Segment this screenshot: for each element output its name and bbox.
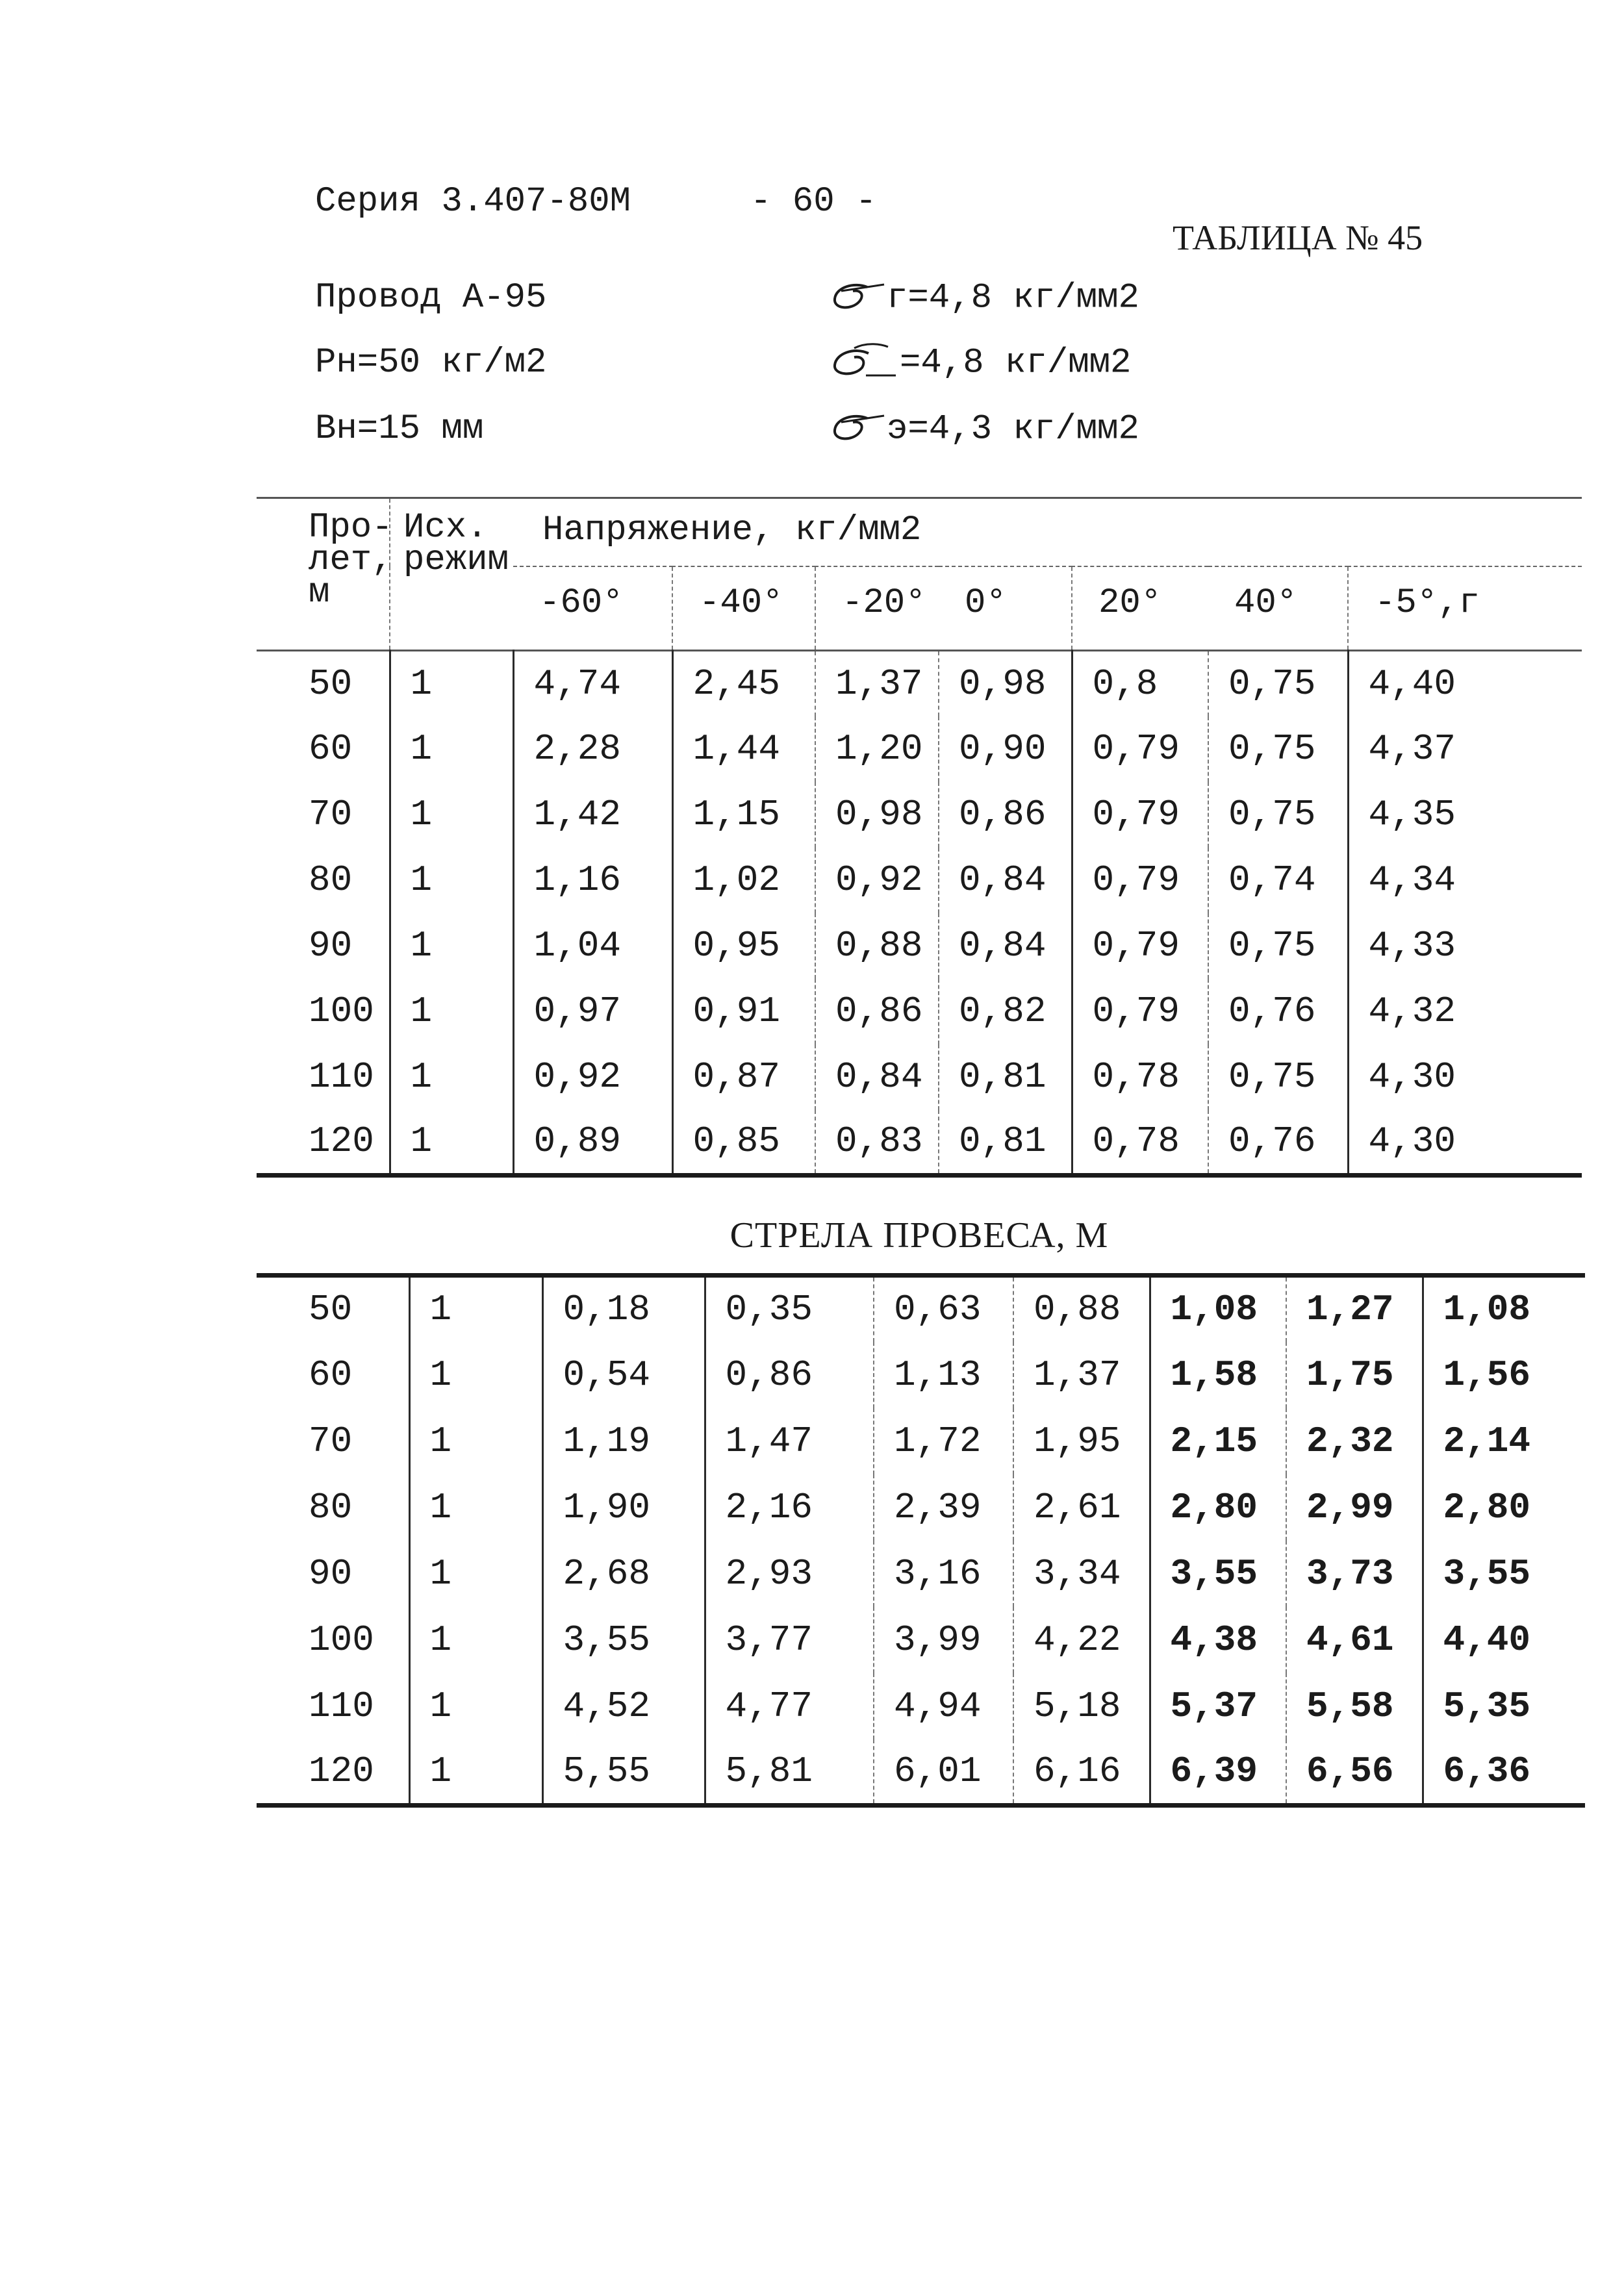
sag-cell-span: 80 [309, 1486, 353, 1528]
sag-cell-v1: 5,81 [705, 1739, 874, 1806]
col-group-header: Напряжение, кг/мм2 [513, 498, 1582, 566]
sag-cell-v3: 0,88 [1013, 1276, 1150, 1342]
stress-cell-v3: 0,98 [939, 651, 1072, 716]
series-label: Серия 3.407-80М [315, 182, 631, 221]
stress-cell-mode: 1 [390, 1044, 513, 1110]
stress-row [257, 913, 1582, 979]
temp-header-1: -40° [672, 566, 815, 651]
stress-cell-v1: 0,87 [672, 1044, 815, 1110]
stress-cell-v1: 2,45 [672, 651, 815, 716]
col-span-header: Про- лет, м [309, 508, 393, 613]
stress-cell-v1: 0,85 [672, 1110, 815, 1176]
sag-cell-mode: 1 [409, 1607, 542, 1673]
stress-cell-v2: 0,83 [815, 1110, 939, 1176]
stress-cell-v1: 1,02 [672, 848, 815, 913]
stress-cell-v0: 1,04 [513, 913, 672, 979]
wire-type: Провод А-95 [315, 278, 547, 318]
stress-cell-v4: 0,78 [1072, 1044, 1208, 1110]
sag-cell-v4: 2,15 [1150, 1408, 1286, 1474]
stress-cell-span: 120 [309, 1120, 374, 1163]
sag-cell-v1: 4,77 [705, 1673, 874, 1739]
sag-cell-v5: 2,99 [1286, 1474, 1423, 1541]
stress-cell-v0: 0,92 [513, 1044, 672, 1110]
stress-cell-v1: 1,15 [672, 782, 815, 848]
stress-cell-v6: 4,30 [1348, 1044, 1582, 1110]
sag-cell-v5: 5,58 [1286, 1673, 1423, 1739]
sag-cell-span: 60 [309, 1354, 353, 1396]
sag-cell-mode: 1 [409, 1342, 542, 1408]
temp-header-4: 20° [1072, 566, 1208, 651]
sag-cell-v5: 1,27 [1286, 1276, 1423, 1342]
ice-thickness: Вн=15 мм [315, 409, 484, 449]
stress-cell-v5: 0,76 [1208, 1110, 1348, 1176]
stress-cell-v5: 0,75 [1208, 913, 1348, 979]
sag-row [257, 1739, 1585, 1806]
sag-cell-v6: 5,35 [1423, 1673, 1585, 1739]
sag-body [257, 1276, 1585, 1806]
stress-row [257, 979, 1582, 1044]
stress-row [257, 1044, 1582, 1110]
stress-row [257, 651, 1582, 716]
stress-cell-v5: 0,75 [1208, 651, 1348, 716]
sag-cell-v1: 2,93 [705, 1541, 874, 1607]
stress-cell-mode: 1 [390, 848, 513, 913]
sag-cell-v2: 4,94 [874, 1673, 1013, 1739]
sag-row [257, 1474, 1585, 1541]
stress-row [257, 1110, 1582, 1176]
sag-cell-span: 70 [309, 1420, 353, 1462]
sag-cell-v0: 4,52 [542, 1673, 705, 1739]
sag-cell-v6: 1,56 [1423, 1342, 1585, 1408]
temp-header-6: -5°,г [1348, 566, 1582, 651]
sag-cell-v2: 2,39 [874, 1474, 1013, 1541]
temp-header-5: 40° [1234, 583, 1298, 623]
sag-cell-mode: 1 [409, 1673, 542, 1739]
sag-cell-v0: 5,55 [542, 1739, 705, 1806]
stress-cell-v6: 4,33 [1348, 913, 1582, 979]
stress-cell-v2: 0,92 [815, 848, 939, 913]
temp-header-0: -60° [539, 583, 624, 623]
sag-row [257, 1342, 1585, 1408]
stress-row [257, 782, 1582, 848]
sag-cell-v5: 6,56 [1286, 1739, 1423, 1806]
sag-cell-mode: 1 [409, 1541, 542, 1607]
sag-cell-v1: 2,16 [705, 1474, 874, 1541]
sag-cell-v2: 0,63 [874, 1276, 1013, 1342]
stress-cell-mode: 1 [390, 716, 513, 782]
stress-cell-span: 60 [309, 728, 353, 770]
stress-cell-v1: 0,95 [672, 913, 815, 979]
sag-row [257, 1276, 1585, 1342]
sag-row [257, 1408, 1585, 1474]
sag-row [257, 1607, 1585, 1673]
sag-cell-v1: 0,35 [705, 1276, 874, 1342]
stress-cell-v2: 0,88 [815, 913, 939, 979]
page-number: - 60 - [750, 182, 877, 221]
stress-cell-v1: 0,91 [672, 979, 815, 1044]
sag-cell-v1: 0,86 [705, 1342, 874, 1408]
sag-cell-v4: 2,80 [1150, 1474, 1286, 1541]
stress-cell-v4: 0,79 [1072, 716, 1208, 782]
sag-cell-v4: 4,38 [1150, 1607, 1286, 1673]
sag-cell-v2: 6,01 [874, 1739, 1013, 1806]
stress-cell-v0: 0,89 [513, 1110, 672, 1176]
stress-cell-v4: 0,8 [1072, 651, 1208, 716]
stress-cell-v6: 4,37 [1348, 716, 1582, 782]
stress-cell-mode: 1 [390, 1110, 513, 1176]
table-number: ТАБЛИЦА № 45 [1173, 218, 1423, 257]
sag-cell-v0: 0,18 [542, 1276, 705, 1342]
stress-cell-v0: 0,97 [513, 979, 672, 1044]
stress-body [257, 651, 1582, 1176]
sag-cell-v0: 1,19 [542, 1408, 705, 1474]
sag-cell-v6: 6,36 [1423, 1739, 1585, 1806]
stress-cell-v3: 0,81 [939, 1110, 1072, 1176]
sag-cell-v5: 2,32 [1286, 1408, 1423, 1474]
stress-cell-v0: 2,28 [513, 716, 672, 782]
sag-cell-v0: 0,54 [542, 1342, 705, 1408]
sag-cell-v6: 2,14 [1423, 1408, 1585, 1474]
stress-cell-v6: 4,34 [1348, 848, 1582, 913]
stress-cell-v1: 1,44 [672, 716, 815, 782]
stress-cell-span: 110 [309, 1056, 374, 1098]
sag-cell-v5: 3,73 [1286, 1541, 1423, 1607]
sag-cell-v3: 1,37 [1013, 1342, 1150, 1408]
sag-title: СТРЕЛА ПРОВЕСА, М [730, 1215, 1109, 1256]
temp-header-3: 0° [965, 583, 1007, 623]
sigma-g-icon [828, 278, 887, 317]
stress-table [257, 497, 1582, 1178]
sag-cell-v6: 3,55 [1423, 1541, 1585, 1607]
sag-cell-span: 120 [309, 1750, 374, 1792]
sag-cell-v0: 3,55 [542, 1607, 705, 1673]
stress-cell-span: 70 [309, 794, 353, 835]
sag-cell-v2: 3,99 [874, 1607, 1013, 1673]
sigma-e-icon [828, 409, 887, 448]
sag-cell-span: 110 [309, 1685, 374, 1727]
stress-cell-mode: 1 [390, 651, 513, 716]
stress-cell-v5: 0,75 [1208, 1044, 1348, 1110]
sag-cell-v4: 5,37 [1150, 1673, 1286, 1739]
sag-cell-v3: 4,22 [1013, 1607, 1150, 1673]
sag-cell-v6: 2,80 [1423, 1474, 1585, 1541]
sag-cell-v1: 1,47 [705, 1408, 874, 1474]
stress-cell-v4: 0,79 [1072, 913, 1208, 979]
sag-cell-mode: 1 [409, 1474, 542, 1541]
sag-cell-span: 50 [309, 1289, 353, 1331]
stress-cell-span: 100 [309, 991, 374, 1032]
sag-cell-v6: 1,08 [1423, 1276, 1585, 1342]
stress-cell-v3: 0,81 [939, 1044, 1072, 1110]
stress-cell-v0: 1,16 [513, 848, 672, 913]
wind-pressure: Рн=50 кг/м2 [315, 343, 547, 383]
stress-cell-v4: 0,78 [1072, 1110, 1208, 1176]
stress-cell-span: 80 [309, 859, 353, 901]
sag-cell-v4: 3,55 [1150, 1541, 1286, 1607]
sag-cell-v4: 1,08 [1150, 1276, 1286, 1342]
stress-cell-v3: 0,90 [939, 716, 1072, 782]
stress-cell-v3: 0,82 [939, 979, 1072, 1044]
sag-cell-v0: 1,90 [542, 1474, 705, 1541]
sigma-g-value: =4,8 кг/мм2 [907, 278, 1139, 318]
stress-cell-v2: 0,98 [815, 782, 939, 848]
sigma-e-value: =4,3 кг/мм2 [907, 409, 1139, 449]
sag-cell-span: 90 [309, 1552, 353, 1595]
sag-cell-span: 100 [309, 1619, 374, 1661]
stress-cell-mode: 1 [390, 913, 513, 979]
stress-cell-v6: 4,32 [1348, 979, 1582, 1044]
sigma-min-param [828, 343, 1131, 383]
sigma-e-param: э=4,3 кг/мм2 [828, 409, 1139, 449]
stress-cell-v4: 0,79 [1072, 848, 1208, 913]
stress-cell-span: 50 [309, 663, 353, 705]
sag-cell-mode: 1 [409, 1276, 542, 1342]
stress-cell-v6: 4,30 [1348, 1110, 1582, 1176]
sag-cell-v0: 2,68 [542, 1541, 705, 1607]
stress-cell-mode: 1 [390, 782, 513, 848]
stress-cell-v6: 4,35 [1348, 782, 1582, 848]
sag-cell-v5: 4,61 [1286, 1607, 1423, 1673]
sag-cell-v2: 3,16 [874, 1541, 1013, 1607]
stress-cell-v3: 0,84 [939, 848, 1072, 913]
sag-cell-v6: 4,40 [1423, 1607, 1585, 1673]
stress-cell-v2: 1,37 [815, 651, 939, 716]
stress-row [257, 848, 1582, 913]
sag-cell-v1: 3,77 [705, 1607, 874, 1673]
sag-cell-v3: 1,95 [1013, 1408, 1150, 1474]
stress-cell-v5: 0,76 [1208, 979, 1348, 1044]
stress-cell-v5: 0,75 [1208, 716, 1348, 782]
stress-cell-v2: 0,86 [815, 979, 939, 1044]
sag-cell-v4: 6,39 [1150, 1739, 1286, 1806]
temp-header-2: -20° [815, 566, 939, 651]
sag-row [257, 1541, 1585, 1607]
stress-cell-v0: 4,74 [513, 651, 672, 716]
sag-cell-v4: 1,58 [1150, 1342, 1286, 1408]
sag-cell-mode: 1 [409, 1408, 542, 1474]
stress-cell-v4: 0,79 [1072, 782, 1208, 848]
col-mode-header: Исх. режим [390, 498, 513, 651]
sag-cell-v3: 2,61 [1013, 1474, 1150, 1541]
sigma-min-value: =4,8 кг/мм2 [900, 343, 1132, 383]
stress-cell-span: 90 [309, 925, 353, 966]
stress-cell-v5: 0,75 [1208, 782, 1348, 848]
stress-cell-v3: 0,84 [939, 913, 1072, 979]
sigma-g-param: г=4,8 кг/мм2 [828, 278, 1139, 318]
stress-cell-mode: 1 [390, 979, 513, 1044]
stress-cell-v5: 0,74 [1208, 848, 1348, 913]
sag-cell-v5: 1,75 [1286, 1342, 1423, 1408]
stress-cell-v2: 0,84 [815, 1044, 939, 1110]
sag-cell-mode: 1 [409, 1739, 542, 1806]
stress-cell-v2: 1,20 [815, 716, 939, 782]
sag-cell-v2: 1,72 [874, 1408, 1013, 1474]
stress-row [257, 716, 1582, 782]
stress-cell-v3: 0,86 [939, 782, 1072, 848]
stress-cell-v6: 4,40 [1348, 651, 1582, 716]
stress-cell-v0: 1,42 [513, 782, 672, 848]
sigma-min-icon [828, 343, 900, 382]
stress-cell-v4: 0,79 [1072, 979, 1208, 1044]
sag-row [257, 1673, 1585, 1739]
sag-cell-v3: 6,16 [1013, 1739, 1150, 1806]
sag-cell-v3: 3,34 [1013, 1541, 1150, 1607]
sag-table [257, 1273, 1585, 1808]
sag-cell-v2: 1,13 [874, 1342, 1013, 1408]
sag-cell-v3: 5,18 [1013, 1673, 1150, 1739]
